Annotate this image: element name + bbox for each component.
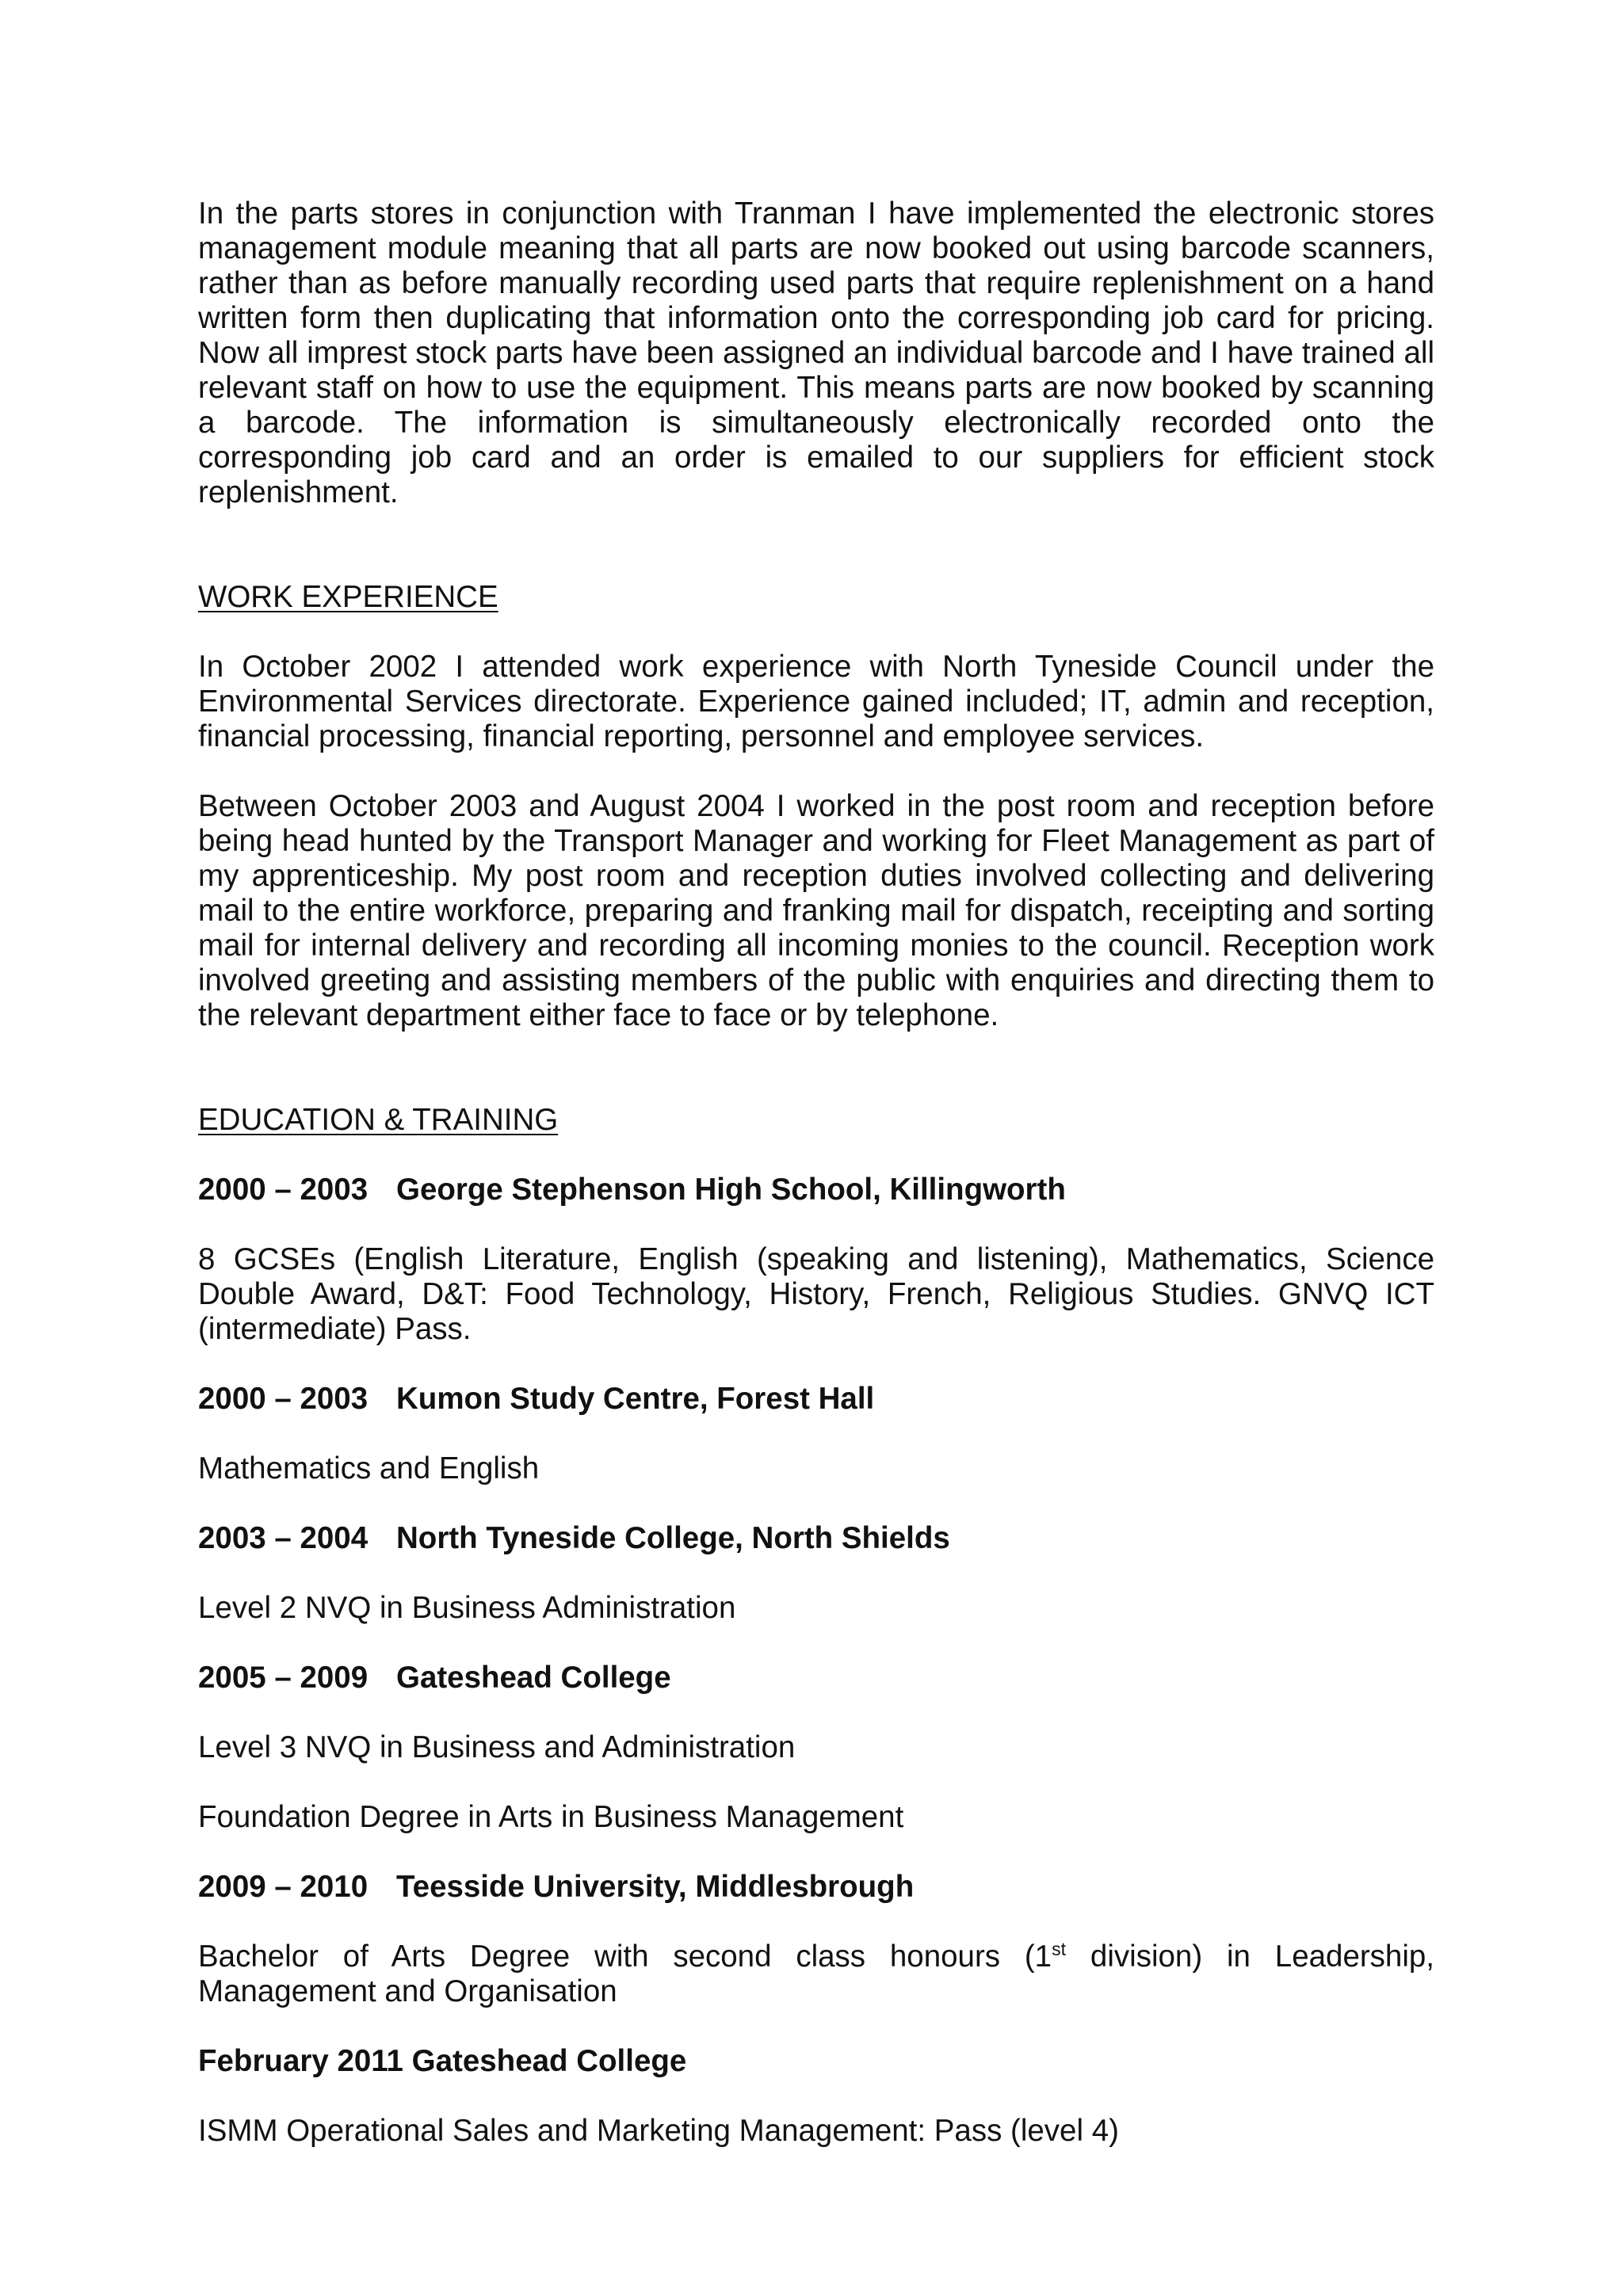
- education-entry-institution: Kumon Study Centre, Forest Hall: [396, 1382, 875, 1416]
- work-experience-paragraph-1: In October 2002 I attended work experience with North Tyneside Council under the Environmental Services directorate. Experience gained included; IT, admin and reception, financial processing, financial reporting, personnel and employee services.: [198, 650, 1434, 753]
- education-entry-detail: Level 3 NVQ in Business and Administration: [198, 1730, 796, 1764]
- education-entry-years: 2003 – 2004: [198, 1521, 369, 1555]
- spacer: [198, 1695, 1434, 1730]
- education-entry-years: 2009 – 2010: [198, 1870, 369, 1904]
- education-entry-detail: 8 GCSEs (English Literature, English (speaking and listening), Mathematics, Science Double Award, D&T: Food Technology, History, French, Religious Studies. GNVQ ICT (intermediate) Pass.: [198, 1242, 1434, 1346]
- work-experience-paragraph-2: Between October 2003 and August 2004 I worked in the post room and reception before being head hunted by the Transport Manager and working for Fleet Management as part of my apprenticeship. My post room and reception duties involved collecting and delivering mail to the entire workforce, preparing and franking mail for dispatch, receipting and sorting mail for internal delivery and recording all incoming monies to the council. Reception work involved greeting and assisting members of the public with enquiries and directing them to the relevant department either face to face or by telephone.: [198, 789, 1434, 1032]
- education-entry-detail: Mathematics and English: [198, 1451, 540, 1486]
- education-entry-title: [198, 1173, 1434, 1207]
- spacer: [198, 1905, 1434, 1939]
- spacer: [198, 1138, 1434, 1173]
- work-experience-heading: WORK EXPERIENCE: [198, 580, 498, 614]
- education-entry-detail: Level 2 NVQ in Business Administration: [198, 1591, 736, 1625]
- spacer: [198, 754, 1434, 789]
- education-entry-years: 2005 – 2009: [198, 1661, 369, 1695]
- education-entry-title: [198, 1870, 1434, 1905]
- spacer: [198, 1765, 1434, 1800]
- education-entry-title: [198, 1661, 1434, 1695]
- spacer: [198, 1033, 1434, 1103]
- education-heading: EDUCATION & TRAINING: [198, 1103, 559, 1137]
- education-entry-detail: ISMM Operational Sales and Marketing Management: Pass (level 4): [198, 2114, 1119, 2148]
- spacer: [198, 2079, 1434, 2114]
- education-entry-title: [198, 1521, 1434, 1556]
- education-entry-title: [198, 1382, 1434, 1417]
- ordinal-superscript: st: [1052, 1939, 1067, 1960]
- education-entry-years: 2000 – 2003: [198, 1173, 369, 1207]
- spacer: [198, 615, 1434, 650]
- detail-text-before: Bachelor of Arts Degree with second class honours (1: [198, 1939, 1052, 1974]
- spacer: [198, 1626, 1434, 1661]
- spacer: [198, 1486, 1434, 1521]
- document-page: [198, 196, 1434, 2149]
- detail-text-after: division) in Leadership, Management and Organisation: [198, 1939, 1434, 2008]
- education-entry-institution: George Stephenson High School, Killingworth: [396, 1173, 1066, 1207]
- education-entry-title: February 2011 Gateshead College: [198, 2044, 687, 2078]
- spacer: [198, 1417, 1434, 1451]
- education-entry-institution: Gateshead College: [396, 1661, 671, 1695]
- spacer: [198, 2009, 1434, 2044]
- intro-paragraph: In the parts stores in conjunction with Tranman I have implemented the electronic stores management module meaning that all parts are now booked out using barcode scanners, rather than as before manually recording used parts that require replenishment on a hand written form then duplicating that information onto the corresponding job card for pricing. Now all imprest stock parts have been assigned an individual barcode and I have trained all relevant staff on how to use the equipment. This means parts are now booked by scanning a barcode. The information is simultaneously electronically recorded onto the corresponding job card and an order is emailed to our suppliers for efficient stock replenishment.: [198, 196, 1434, 509]
- education-entry-institution: Teesside University, Middlesbrough: [396, 1870, 915, 1904]
- spacer: [198, 510, 1434, 580]
- education-entry-detail: [198, 1939, 1434, 2009]
- spacer: [198, 1347, 1434, 1382]
- education-entry-institution: North Tyneside College, North Shields: [396, 1521, 950, 1555]
- education-entry-years: 2000 – 2003: [198, 1382, 369, 1416]
- spacer: [198, 1556, 1434, 1591]
- education-entry-detail: Foundation Degree in Arts in Business Management: [198, 1800, 904, 1834]
- spacer: [198, 1207, 1434, 1242]
- spacer: [198, 1835, 1434, 1870]
